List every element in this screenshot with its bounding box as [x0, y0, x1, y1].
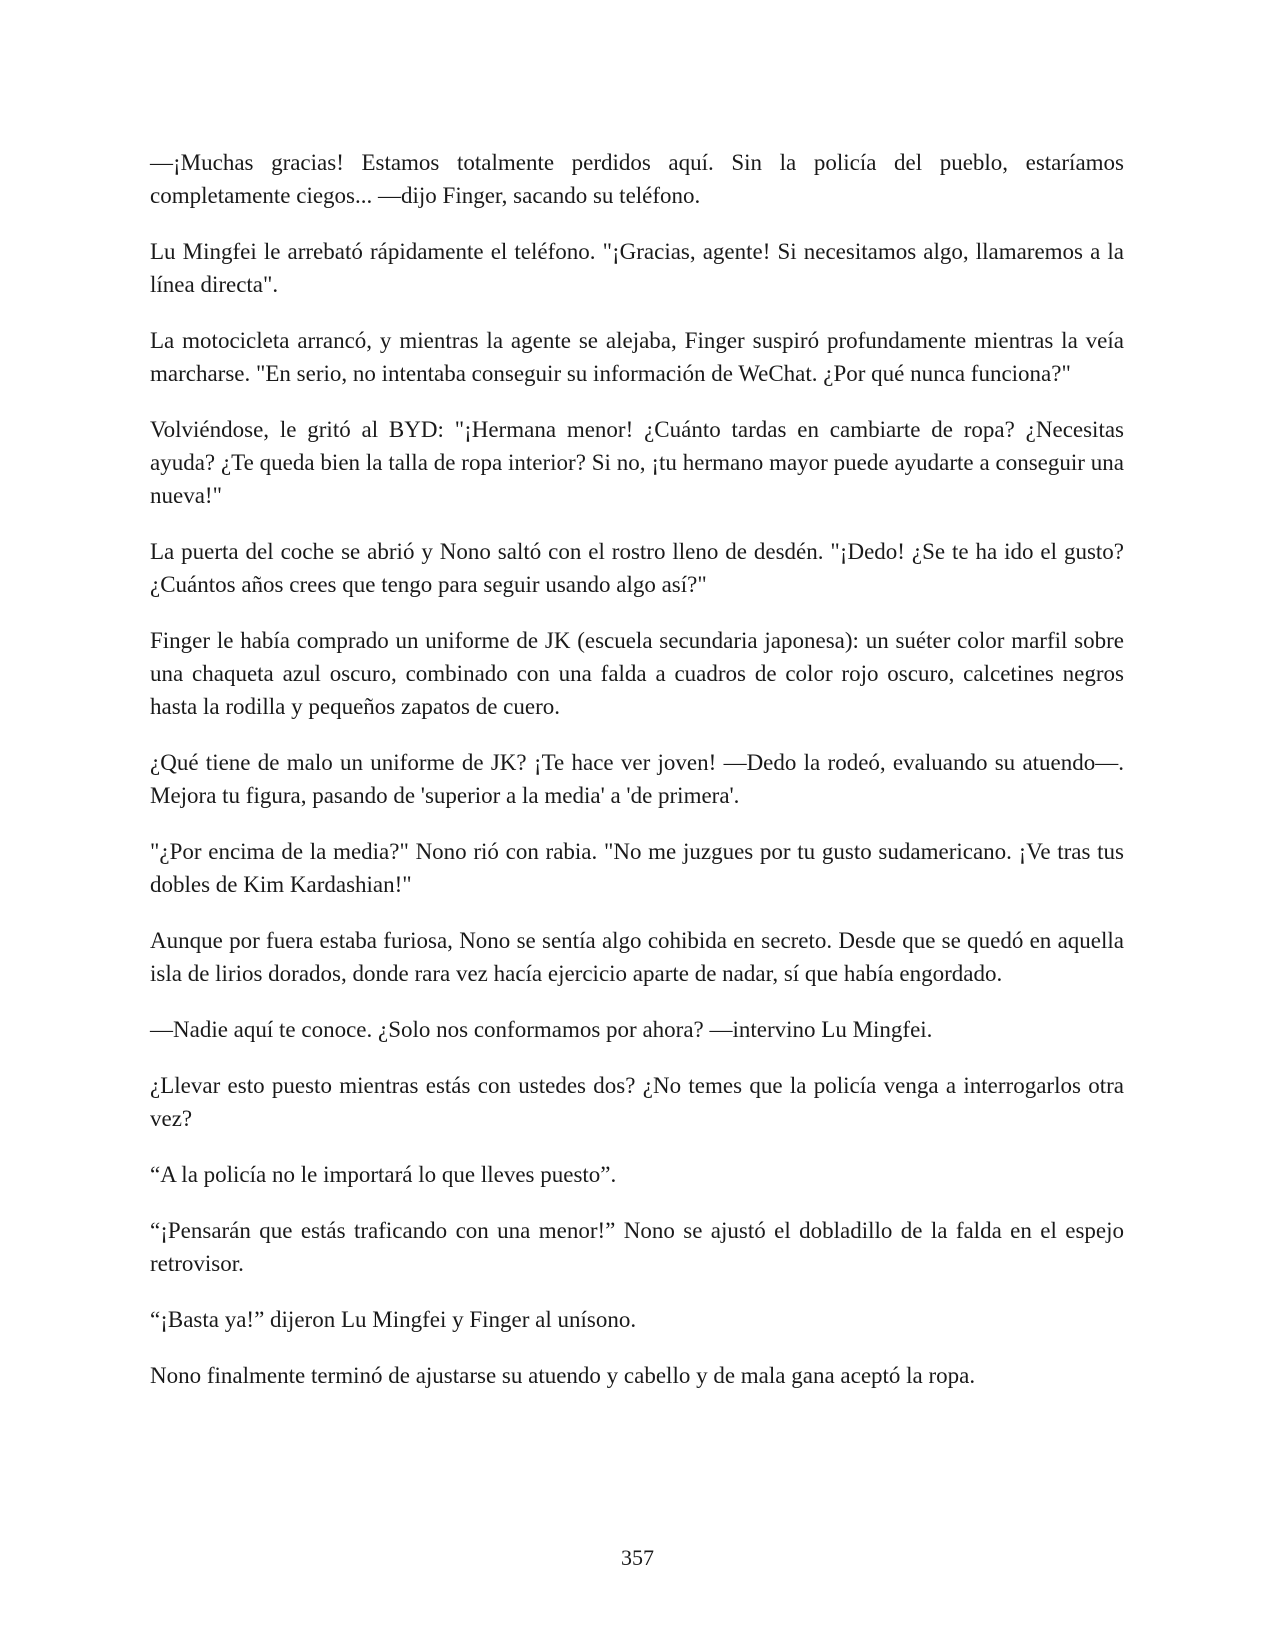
paragraph-6: Finger le había comprado un uniforme de JK (escuela secundaria japonesa): un suéter color marfil sobre una chaqueta azul oscuro, combinado con una falda a cuadros de color rojo oscuro, calcetines negros hasta la rodilla y pequeños zapatos de cuero.: [150, 628, 1124, 719]
paragraph-3: La motocicleta arrancó, y mientras la agente se alejaba, Finger suspiró profundamente mientras la veía marcharse. "En serio, no intentaba conseguir su información de WeChat. ¿Por qué nunca funciona?": [150, 328, 1124, 386]
paragraph-10: —Nadie aquí te conoce. ¿Solo nos conformamos por ahora? —intervino Lu Mingfei.: [150, 1017, 933, 1042]
paragraph-14: “¡Basta ya!” dijeron Lu Mingfei y Finger al unísono.: [150, 1307, 637, 1332]
body-text: [150, 146, 1124, 1415]
paragraph-1: —¡Muchas gracias! Estamos totalmente perdidos aquí. Sin la policía del pueblo, estaríamos completamente ciegos... —dijo Finger, sacando su teléfono.: [150, 150, 1124, 208]
paragraph-7: ¿Qué tiene de malo un uniforme de JK? ¡Te hace ver joven! —Dedo la rodeó, evaluando su atuendo—. Mejora tu figura, pasando de 'superior a la media' a 'de primera'.: [150, 750, 1124, 808]
paragraph-5: La puerta del coche se abrió y Nono saltó con el rostro lleno de desdén. "¡Dedo! ¿Se te ha ido el gusto? ¿Cuántos años crees que tengo para seguir usando algo así?": [150, 539, 1124, 597]
paragraph-15: Nono finalmente terminó de ajustarse su atuendo y cabello y de mala gana aceptó la ropa.: [150, 1363, 976, 1388]
paragraph-12: “A la policía no le importará lo que lleves puesto”.: [150, 1162, 617, 1187]
paragraph-13: “¡Pensarán que estás traficando con una menor!” Nono se ajustó el dobladillo de la falda en el espejo retrovisor.: [150, 1218, 1124, 1276]
paragraph-4: Volviéndose, le gritó al BYD: "¡Hermana menor! ¿Cuánto tardas en cambiarte de ropa? ¿Necesitas ayuda? ¿Te queda bien la talla de ropa interior? Si no, ¡tu hermano mayor puede ayudarte a conseguir una nueva!": [150, 417, 1124, 508]
paragraph-8: "¿Por encima de la media?" Nono rió con rabia. "No me juzgues por tu gusto sudamericano. ¡Ve tras tus dobles de Kim Kardashian!": [150, 839, 1124, 897]
paragraph-9: Aunque por fuera estaba furiosa, Nono se sentía algo cohibida en secreto. Desde que se quedó en aquella isla de lirios dorados, donde rara vez hacía ejercicio aparte de nadar, sí que había engordado.: [150, 928, 1124, 986]
paragraph-11: ¿Llevar esto puesto mientras estás con ustedes dos? ¿No temes que la policía venga a interrogarlos otra vez?: [150, 1073, 1124, 1131]
paragraph-2: Lu Mingfei le arrebató rápidamente el teléfono. "¡Gracias, agente! Si necesitamos algo, llamaremos a la línea directa".: [150, 239, 1124, 297]
page-number: 357: [621, 1545, 654, 1570]
